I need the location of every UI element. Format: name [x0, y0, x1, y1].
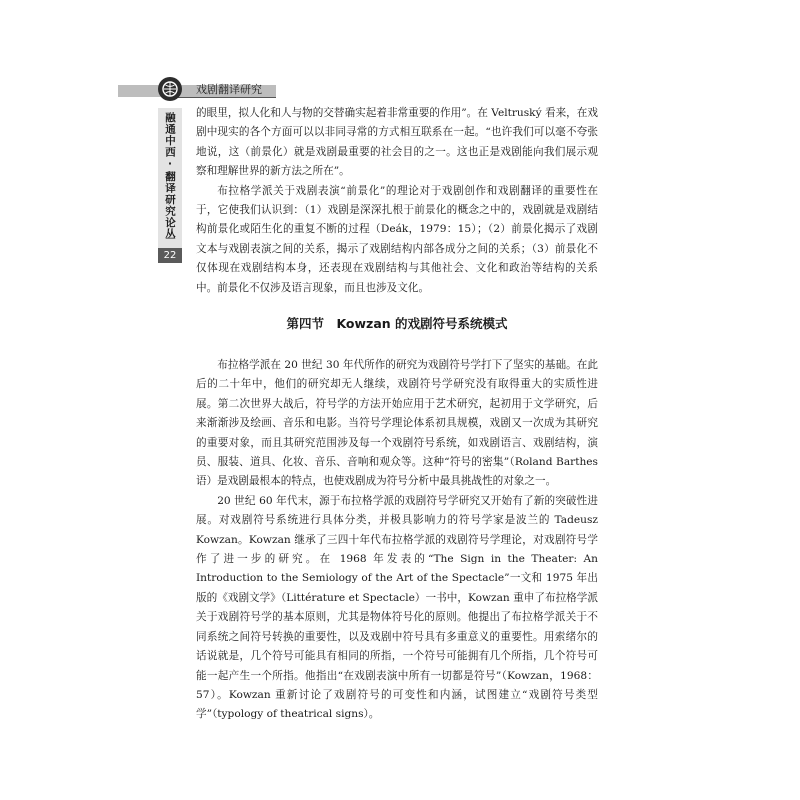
section-heading: 第四节 Kowzan 的戏剧符号系统模式 [286, 316, 508, 331]
paragraph: 的眼里，拟人化和人与物的交替确实起着非常重要的作用”。在 Veltruský 看来，在戏剧中现实的各个方面可以以非同寻常的方式相互联系在一起。“也许我们可以毫不夸张地说，这（前景化）就是戏剧最重要的社会目的之一。这也正是戏剧能向我们展示观察和理解世界的新方法之所在”。 [196, 107, 598, 178]
series-name: 融通中西·翻译研究论丛 [164, 112, 176, 240]
section-text-block [196, 356, 598, 725]
page-number: 22 [158, 248, 182, 263]
running-title: 戏剧翻译研究 [196, 83, 262, 96]
series-logo-icon [158, 77, 182, 101]
paragraph: 20 世纪 60 年代末，源于布拉格学派的戏剧符号学研究又开始有了新的突破性进展。对戏剧符号系统进行具体分类，并极具影响力的符号学家是波兰的 Tadeusz Kowzan。Kowzan 继承了三四十年代布拉格学派的戏剧符号学理论，对戏剧符号学作了进一步的研究。在 1968 年发表的“The Sign in the Theater: An Introduction to the Semiology of the Art of the Spectacle”一文和 1975 年出版的《戏剧文学》（Littérature et Spectacle）一书中，Kowzan 重申了布拉格学派关于戏剧符号学的基本原则，尤其是物体符号化的原则。他提出了布拉格学派关于不同系统之间符号转换的重要性，以及戏剧中符号具有多重意义的重要性。用索绪尔的话说就是，几个符号可能具有相同的所指，一个符号可能拥有几个所指，几个符号可能一起产生一个所指。他指出“在戏剧表演中所有一切都是符号”（Kowzan，1968：57）。Kowzan 重新讨论了戏剧符号的可变性和内涵，试图建立“戏剧符号类型学”（typology of theatrical signs）。 [196, 494, 598, 721]
header-rule [168, 97, 276, 98]
paragraph: 布拉格学派在 20 世纪 30 年代所作的研究为戏剧符号学打下了坚实的基础。在此后的二十年中，他们的研究却无人继续，戏剧符号学研究没有取得重大的实质性进展。第二次世界大战后，符号学的方法开始应用于艺术研究，起初用于文学研究，后来渐渐涉及绘画、音乐和电影。当符号学理论体系初具规模，戏剧又一次成为其研究的重要对象，而且其研究范围涉及每一个戏剧符号系统，如戏剧语言、戏剧结构，演员、服装、道具、化妆、音乐、音响和观众等。这种“符号的密集”（Roland Barthes 语）是戏剧最根本的特点，也使戏剧成为符号分析中最具挑战性的对象之一。 [196, 359, 598, 488]
top-text-block [196, 104, 598, 298]
paragraph: 布拉格学派关于戏剧表演“前景化”的理论对于戏剧创作和戏剧翻译的重要性在于，它使我们认识到：（1）戏剧是深深扎根于前景化的概念之中的，戏剧就是戏剧结构前景化或陌生化的重复不断的过程（Deák，1979：15）；（2）前景化揭示了戏剧文本与戏剧表演之间的关系，揭示了戏剧结构内部各成分之间的关系；（3）前景化不仅体现在戏剧结构本身，还表现在戏剧结构与其他社会、文化和政治等结构的关系中。前景化不仅涉及语言现象，而且也涉及文化。 [196, 184, 598, 294]
